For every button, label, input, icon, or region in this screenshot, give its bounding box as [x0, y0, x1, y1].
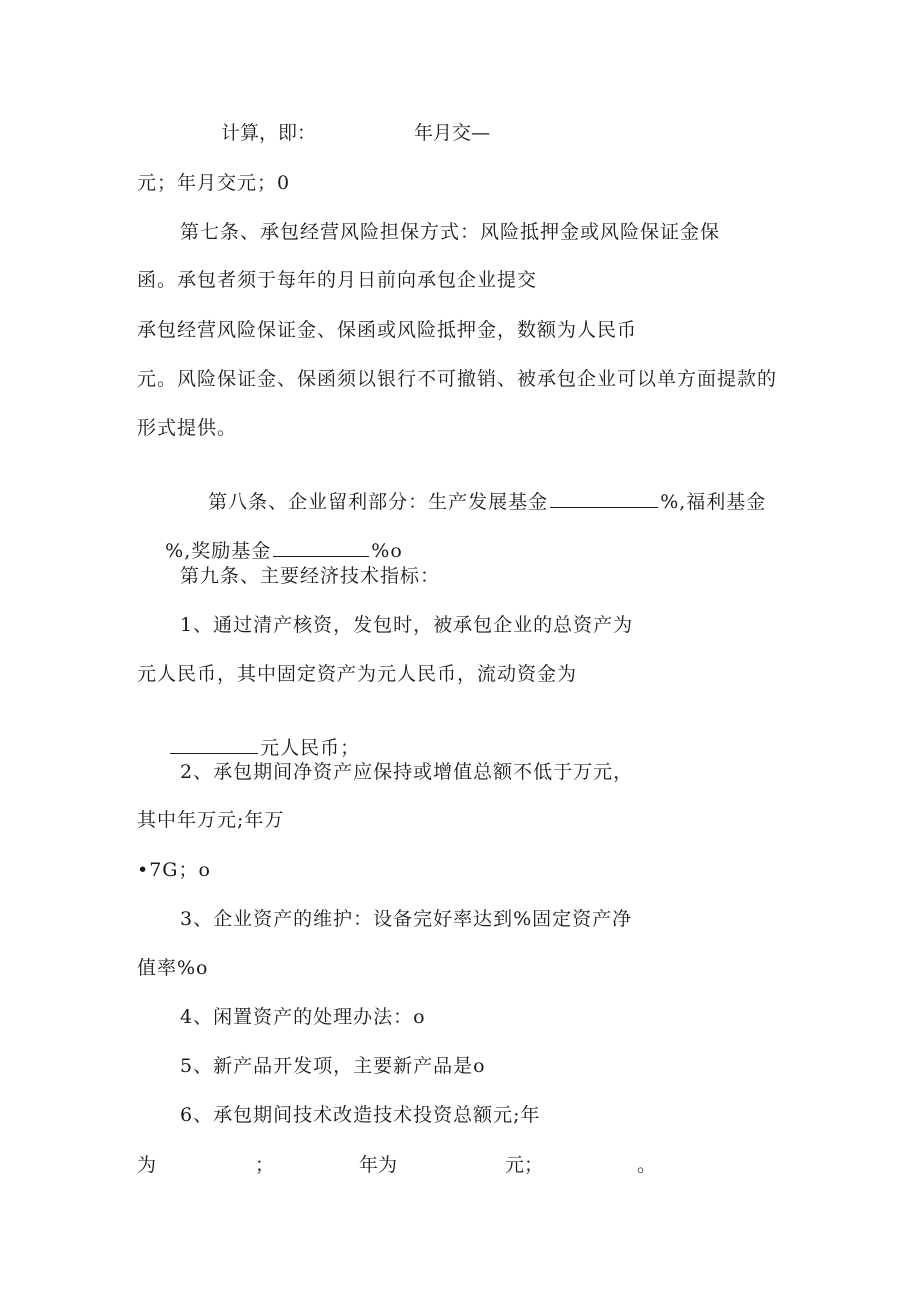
text-line-17: 3、企业资产的维护：设备完好率达到%固定资产净 — [180, 908, 633, 930]
text-line-1a: 计算，即： — [221, 122, 317, 144]
text-line-20: 5、新产品开发项，主要新产品是o — [180, 1055, 486, 1077]
text-line-8b: %,福利基金 — [660, 491, 767, 513]
text-line-18: 值率%o — [137, 957, 209, 979]
text-line-5: 承包经营风险保证金、保函或风险抵押金，数额为人民币 — [137, 319, 638, 341]
text-line-14: 2、承包期间净资产应保持或增值总额不低于万元， — [180, 761, 634, 783]
text-line-19: 4、闲置资产的处理办法：o — [180, 1006, 426, 1028]
text-line-11: 1、通过清产核资，发包时，被承包企业的总资产为 — [180, 614, 634, 636]
text-line-2: 元；年月交元；0 — [137, 172, 291, 194]
text-line-15: 其中年万元;年万 — [137, 809, 285, 831]
text-line-12: 元人民币，其中固定资产为元人民币，流动资金为 — [137, 663, 578, 685]
fill-in-blank — [550, 489, 658, 508]
text-line-4: 函。承包者须于每年的月日前向承包企业提交 — [137, 269, 538, 291]
text-line-22c: 年为 — [359, 1154, 398, 1176]
text-line-9a: %,奖励基金 — [165, 540, 272, 562]
text-line-13b: 元人民币； — [260, 737, 361, 759]
text-line-22a: 为 — [137, 1154, 157, 1176]
text-line-22e: 。 — [637, 1154, 657, 1176]
text-line-16: •7G；o — [137, 859, 211, 881]
text-line-1b: 年月交— — [414, 122, 491, 144]
text-line-7: 形式提供。 — [137, 417, 238, 439]
fill-in-blank — [273, 538, 369, 557]
text-line-9b: %o — [371, 540, 403, 562]
text-line-10: 第九条、主要经济技术指标： — [180, 565, 441, 587]
text-line-22b: ； — [255, 1154, 275, 1176]
text-line-3: 第七条、承包经营风险担保方式：风险抵押金或风险保证金保 — [180, 221, 721, 243]
text-line-8a: 第八条、企业留利部分：生产发展基金 — [208, 491, 549, 513]
text-line-21: 6、承包期间技术改造技术投资总额元;年 — [180, 1104, 541, 1126]
text-line-22d: 元； — [505, 1154, 544, 1176]
fill-in-blank — [170, 735, 258, 754]
text-line-6: 元。风险保证金、保函须以银行不可撤销、被承包企业可以单方面提款的 — [137, 368, 778, 390]
